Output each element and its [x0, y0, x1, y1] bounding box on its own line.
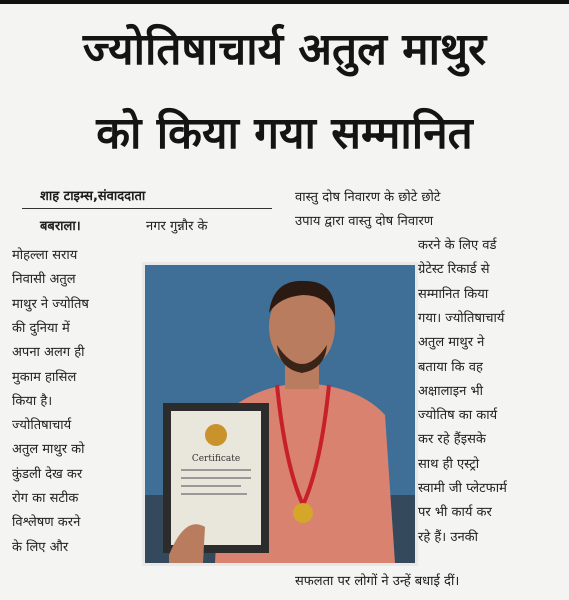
byline: शाह टाइम्स,संवाददाता — [40, 189, 146, 204]
col-left-top: नगर गुन्नौर के — [146, 219, 208, 234]
article-line: स्वामी जी प्लेटफार्म — [418, 481, 507, 496]
article-line: करने के लिए वर्ड — [418, 238, 497, 253]
article-line: माथुर ने ज्योतिष — [12, 296, 89, 312]
article-line: अपना अलग ही — [12, 345, 85, 361]
article-line: मुकाम हासिल — [12, 369, 77, 385]
article-line: निवासी अतुल — [12, 272, 76, 288]
article-line: अक्षालाइन भी — [418, 383, 484, 399]
article-line: गया। ज्योतिषाचार्य — [418, 310, 505, 326]
article-line: ग्रेटेस्ट रिकार्ड से — [418, 262, 490, 278]
article-line: वास्तु दोष निवारण के छोटे छोटे — [295, 190, 441, 205]
article-line: विश्लेषण करने — [12, 515, 81, 531]
article-line: ज्योतिषाचार्य — [12, 418, 72, 434]
article-line: ज्योतिष का कार्य — [418, 408, 498, 424]
medal — [293, 503, 313, 523]
article-line: कर रहे हैंइसके — [418, 432, 486, 448]
article-line: रहे हैं। उनकी — [418, 529, 479, 545]
dateline: बबराला। — [40, 219, 81, 234]
headline-line-1: ज्योतिषाचार्य अतुल माथुर — [82, 24, 487, 75]
article-line: कुंडली देख कर — [12, 466, 83, 482]
article-line: पर भी कार्य कर — [418, 505, 492, 521]
photo — [142, 262, 418, 566]
closing-line: सफलता पर लोगों ने उन्हें बधाई दीं। — [295, 574, 460, 589]
headline-line-2: को किया गया सम्मानित — [96, 108, 473, 159]
article-line: किया है। — [12, 393, 53, 409]
article-line: अतुल माथुर ने — [418, 335, 485, 351]
byline-rule — [22, 208, 272, 209]
article-line: रोग का सटीक — [12, 491, 79, 506]
article-line: की दुनिया में — [12, 320, 70, 336]
article-line: बताया कि वह — [418, 359, 483, 375]
certificate-line — [181, 493, 247, 495]
certificate-line — [181, 485, 241, 487]
certificate-seal — [205, 424, 227, 446]
article-line: सम्मानित किया — [418, 286, 489, 302]
article-line: साथ ही एस्ट्रो — [418, 456, 480, 472]
article-line: मोहल्ला सराय — [12, 248, 78, 263]
certificate-title: Certificate — [191, 454, 241, 464]
certificate-line — [181, 469, 251, 471]
article-line: अतुल माथुर को — [12, 442, 85, 458]
article-line: के लिए और — [12, 539, 69, 555]
certificate-line — [181, 477, 251, 479]
photo-illustration — [145, 265, 415, 563]
top-rule — [0, 0, 569, 4]
article-line: उपाय द्वारा वास्तु दोष निवारण — [295, 214, 434, 229]
